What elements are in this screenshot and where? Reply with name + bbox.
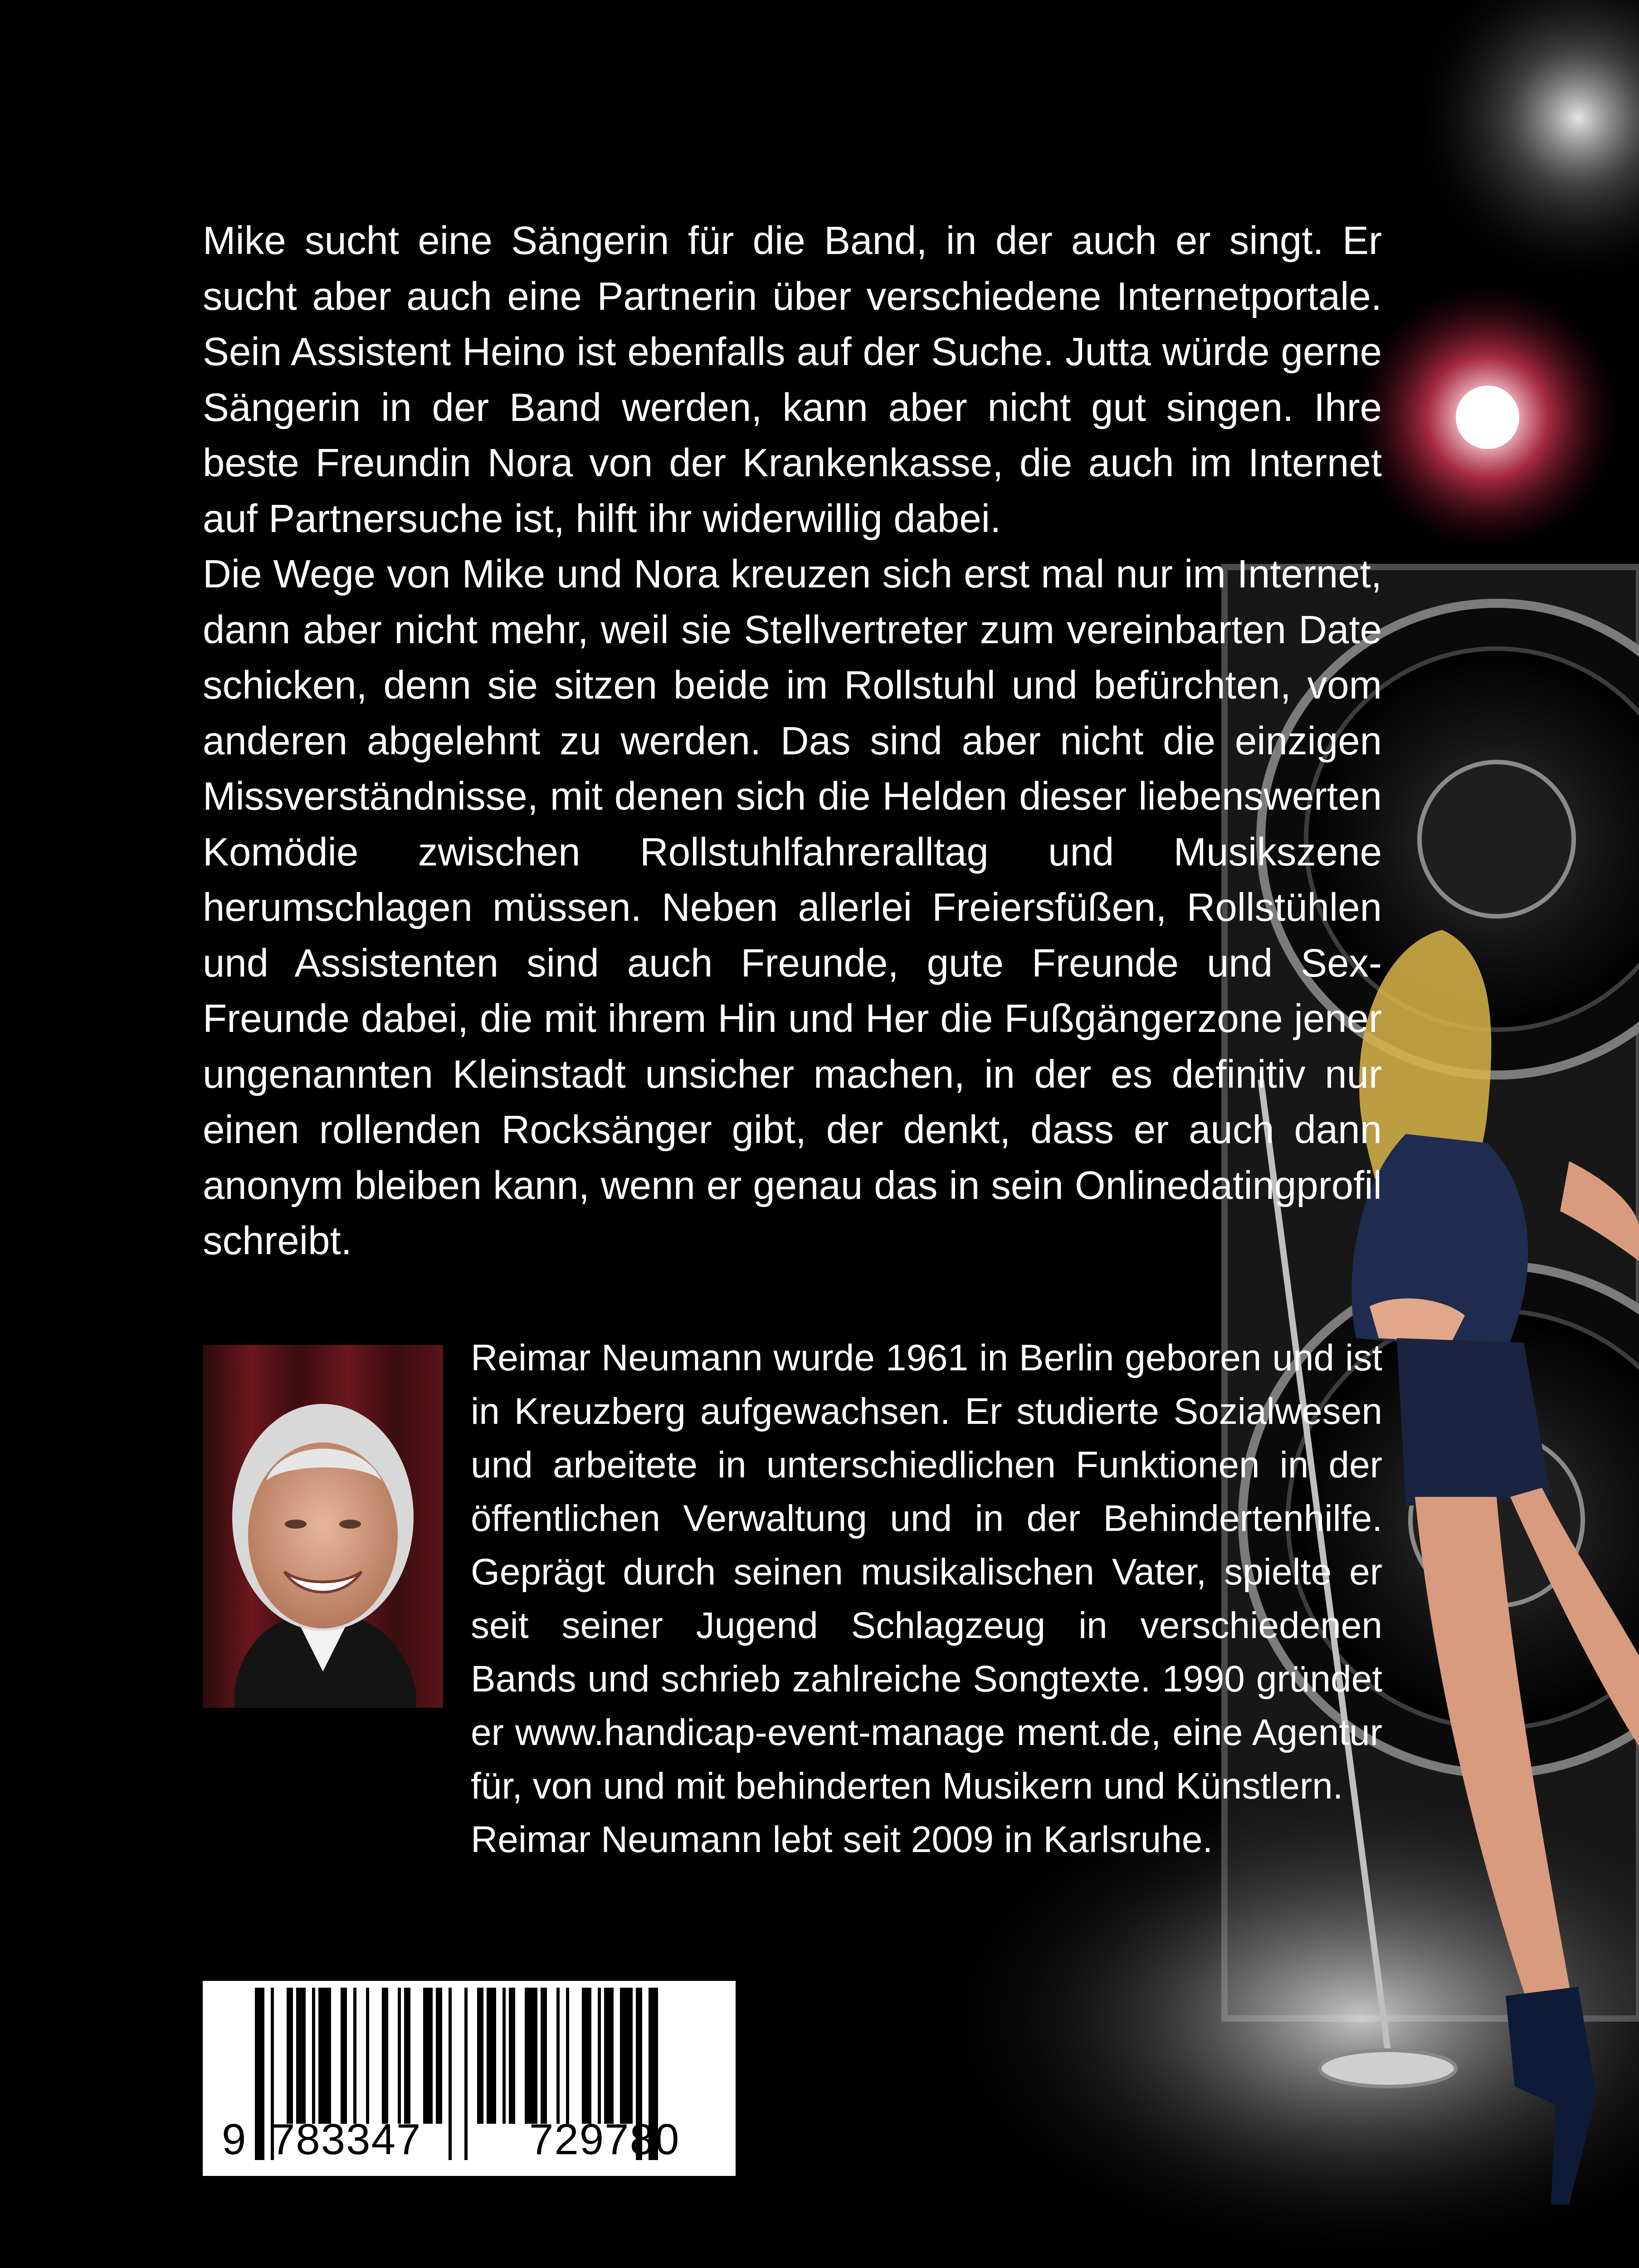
barcode-bar [296,1988,306,2124]
author-portrait [203,1345,443,1708]
barcode-bar [566,1988,569,2124]
barcode-bar [318,1988,331,2124]
isbn-barcode [203,1981,736,2176]
book-blurb [203,213,1382,1269]
barcode-bar [582,1988,591,2124]
isbn-left-group: 783347 [271,2115,422,2164]
barcode-bar [620,1988,633,2124]
barcode-bar [502,1988,506,2124]
barcode-bar [312,1988,315,2124]
isbn-first-digit: 9 [222,2115,247,2164]
barcode-bar [464,1988,468,2160]
barcode-bar [449,1988,452,2160]
barcode-bar [341,1988,347,2124]
blurb-paragraph-2: Die Wege von Mike und Nora kreuzen sich erst mal nur im Internet, dann aber nicht mehr, weil sie Stellvertreter zum vereinbarten Date schicken, denn sie sitzen beide im Rollstuhl und befürchten, vom anderen abgelehnt zu werden. Das sind aber nicht die einzigen Missverständnisse, mit denen sich die Helden dieser liebenswerten Komödie zwischen Rollstuhlfahreralltag und Musikszene herumschlagen müssen. Neben allerlei Freiersfüßen, Rollstühlen und Assistenten sind auch Freunde, gute Freunde und Sex-Freunde dabei, die mit ihrem Hin und Her die Fußgängerzone jener ungenannten Kleinstadt unsicher machen, in der es definitiv nur einen rollenden Rocksänger gibt, der denkt, dass er auch dann anonym bleiben kann, wenn er genau das in sein Onlinedatingprofil schreibt. [203,552,1382,1263]
top-light-glow [1406,0,1639,290]
barcode-bar [598,1988,601,2124]
barcode-bar [436,1988,442,2124]
author-bio [471,1331,1382,1867]
blurb-paragraph-1: Mike sucht eine Sängerin für die Band, in der auch er singt. Er sucht aber auch eine Partnerin über verschiedene Internetportale. Sein Assistent Heino ist ebenfalls auf der Suche. Jutta würde gerne Sängerin in der Band werden, kann aber nicht gut singen. Ihre beste Freundin Nora von der Krankenkasse, die auch im Internet auf Partnersuche ist, hilft ihr widerwillig dabei. [203,219,1382,541]
microphone-stand-base [1320,2050,1456,2087]
barcode-bar [255,1988,264,2160]
author-location: Reimar Neumann lebt seit 2009 in Karlsruhe. [471,1819,1213,1860]
barcode-bar [423,1988,433,2124]
barcode-bar [541,1988,547,2124]
barcode-bar [366,1988,369,2124]
barcode-bar [525,1988,537,2124]
author-bio-text: Reimar Neumann wurde 1961 in Berlin geboren und ist in Kreuzberg aufgewachsen. Er studierte Sozialwesen und arbeitete in unterschiedlichen Funktionen in der öffentlichen Verwaltung und in der Behindertenhilfe. Geprägt durch seinen musikalischen Vater, spielte er seit seiner Jugend Schlagzeug in verschiedenen Bands und schrieb zahlreiche Songtexte. 1990 gründet er www.handicap-event-manage ment.de, eine Agentur für, von und mit behinderten Musikern und Künstlern. [471,1337,1382,1807]
barcode-bar [556,1988,560,2124]
barcode-bar [382,1988,388,2124]
barcode-bar [404,1988,410,2124]
barcode-bar [287,1988,293,2124]
barcode-bar [477,1988,483,2124]
isbn-right-group: 729780 [529,2115,680,2164]
barcode-bar [353,1988,356,2124]
barcode-bar [487,1988,496,2124]
barcode-bar [604,1988,614,2124]
barcode-bar [398,1988,401,2124]
barcode-bar [509,1988,515,2124]
